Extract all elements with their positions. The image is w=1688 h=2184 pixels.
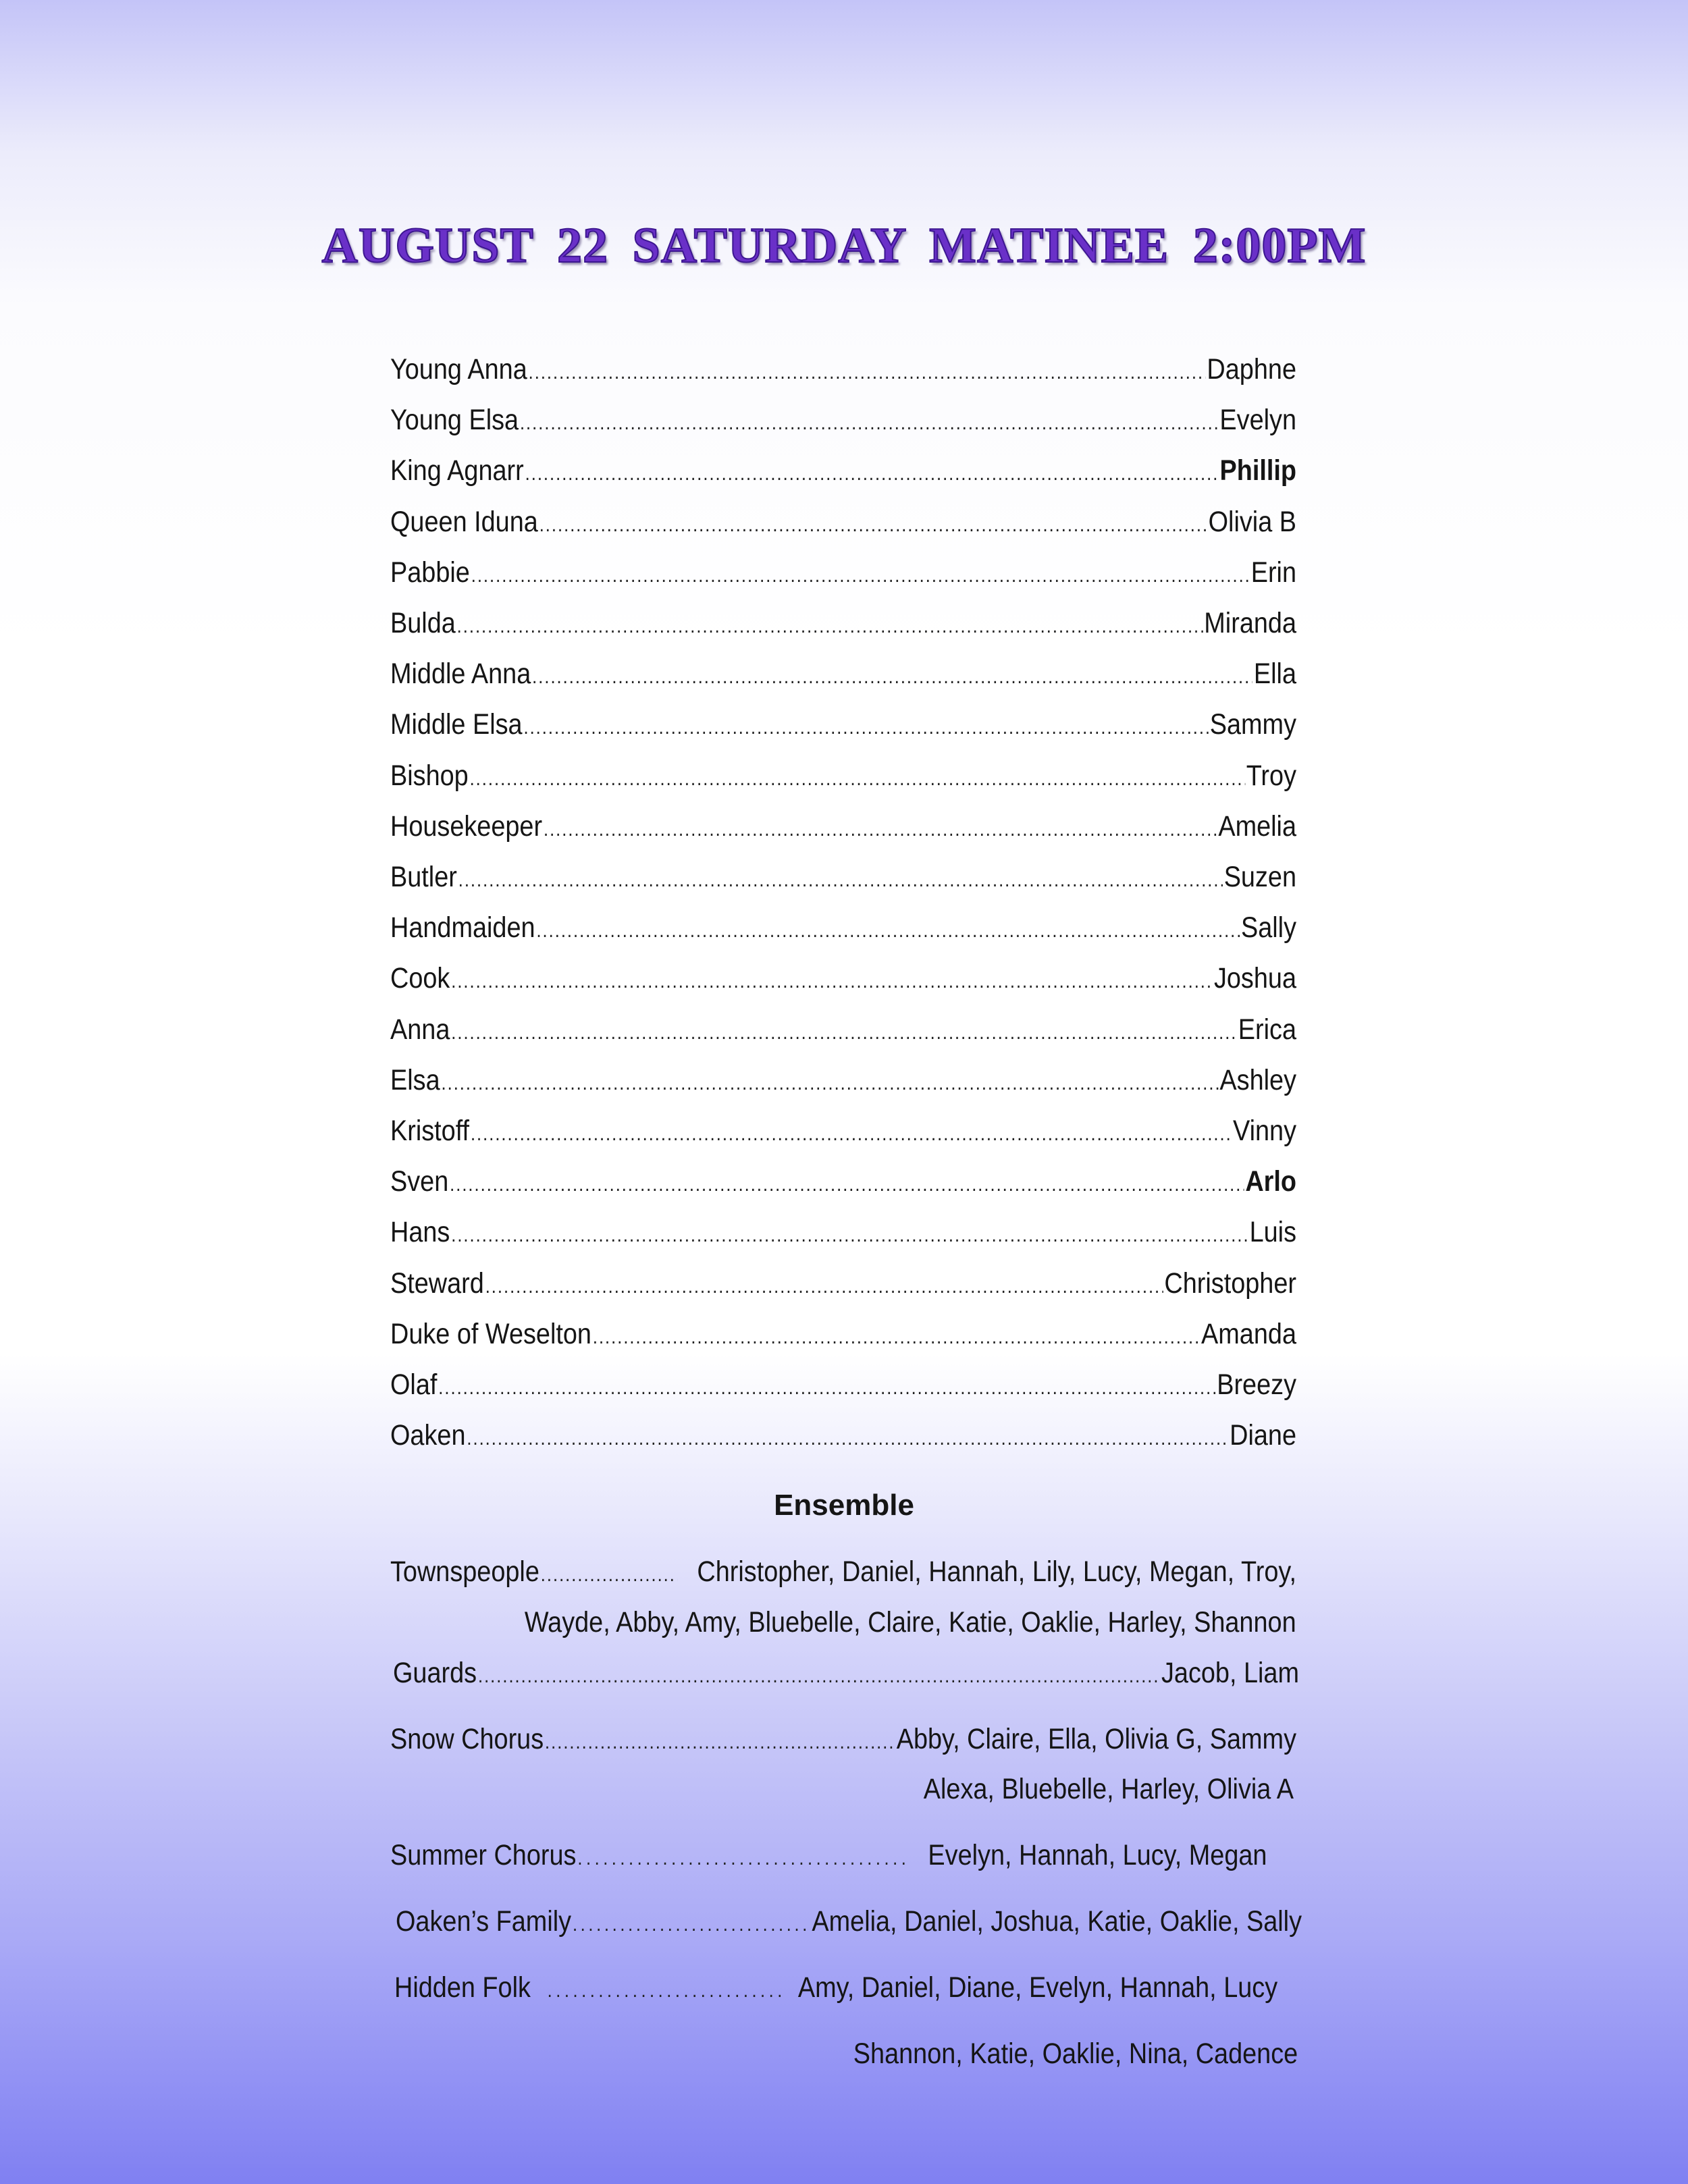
leader-dots	[573, 1905, 811, 1945]
cast-role: Handmaiden	[390, 911, 535, 944]
leader-dots	[438, 1368, 1215, 1408]
cast-role: Housekeeper	[390, 809, 543, 843]
cast-role: Steward	[390, 1267, 484, 1300]
cast-role: Young Anna	[390, 353, 527, 385]
cast-actor: Amelia	[1218, 809, 1296, 843]
cast-row	[390, 857, 1296, 897]
cast-role: Queen Iduna	[390, 505, 538, 538]
leader-dots	[525, 454, 1218, 494]
ensemble-names-continued: Wayde, Abby, Amy, Bluebelle, Claire, Katie, Oaklie, Harley, Shannon	[525, 1606, 1296, 1639]
cast-row	[390, 958, 1296, 998]
ensemble-row-townspeople	[390, 1551, 1296, 1592]
leader-dots	[457, 606, 1203, 647]
leader-dots	[469, 759, 1244, 799]
cast-actor: Troy	[1246, 759, 1296, 792]
ensemble-names: Amy, Daniel, Diane, Evelyn, Hannah, Lucy	[797, 1971, 1278, 2004]
cast-role: Olaf	[390, 1368, 438, 1401]
ensemble-names: Evelyn, Hannah, Lucy, Megan	[928, 1839, 1267, 1871]
cast-actor: Sally	[1240, 911, 1296, 944]
cast-row	[390, 603, 1296, 643]
ensemble-heading: Ensemble	[774, 1489, 914, 1522]
cast-actor: Christopher	[1164, 1267, 1296, 1300]
ensemble-role: Oaken’s Family	[396, 1905, 572, 1938]
cast-role: Butler	[390, 861, 457, 893]
cast-row	[390, 1161, 1296, 1202]
leader-dots	[471, 556, 1250, 596]
ensemble-names-continued: Shannon, Katie, Oaklie, Nina, Cadence	[853, 2037, 1298, 2070]
ensemble-role: Townspeople	[390, 1555, 539, 1588]
ensemble-row-summer-chorus	[390, 1835, 1296, 1875]
cast-row	[390, 1415, 1296, 1456]
cast-role: King Agnarr	[390, 454, 524, 487]
ensemble-names: Abby, Claire, Ella, Olivia G, Sammy	[896, 1723, 1296, 1755]
leader-dots	[485, 1267, 1163, 1307]
cast-row	[390, 552, 1296, 593]
cast-row	[390, 400, 1296, 440]
cast-actor: Ashley	[1219, 1063, 1296, 1096]
cast-actor: Phillip	[1219, 454, 1296, 487]
leader-dots	[450, 1165, 1244, 1205]
cast-role: Young Elsa	[390, 404, 519, 437]
leader-dots	[544, 809, 1217, 850]
ensemble-role: Snow Chorus	[390, 1723, 544, 1755]
ensemble-row-hidden-folk	[394, 1967, 1300, 2008]
cast-actor: Vinny	[1233, 1115, 1296, 1147]
ensemble-names: Christopher, Daniel, Hannah, Lily, Lucy, Megan, Troy,	[697, 1555, 1296, 1588]
cast-row	[390, 1111, 1296, 1151]
leader-dots	[451, 1013, 1237, 1053]
ensemble-row-guards	[393, 1653, 1299, 1693]
ensemble-row-oakens-family	[396, 1901, 1302, 1942]
cast-row	[390, 704, 1296, 745]
cast-role: Anna	[390, 1013, 450, 1046]
cast-actor: Erica	[1238, 1013, 1296, 1046]
cast-row	[390, 806, 1296, 847]
leader-dots	[536, 911, 1240, 951]
ensemble-names: Amelia, Daniel, Joshua, Katie, Oaklie, Sally	[812, 1905, 1302, 1938]
ensemble-role: Hidden Folk	[394, 1971, 531, 2004]
leader-dots	[467, 1418, 1228, 1459]
cast-row	[390, 1009, 1296, 1050]
cast-actor: Daphne	[1207, 353, 1296, 385]
leader-dots	[529, 352, 1206, 393]
cast-actor: Suzen	[1223, 861, 1296, 893]
cast-row	[390, 755, 1296, 796]
leader-dots	[523, 708, 1209, 748]
leader-dots	[532, 657, 1252, 697]
cast-row	[390, 502, 1296, 542]
cast-actor: Arlo	[1245, 1165, 1296, 1198]
cast-role: Sven	[390, 1165, 449, 1198]
leader-dots	[548, 1971, 785, 2011]
cast-row	[390, 907, 1296, 948]
cast-actor: Olivia B	[1208, 505, 1296, 538]
leader-dots	[441, 1063, 1218, 1104]
cast-row	[390, 450, 1296, 491]
cast-actor: Joshua	[1213, 962, 1296, 995]
cast-row	[390, 1263, 1296, 1304]
leader-dots	[471, 1114, 1232, 1154]
ensemble-role: Guards	[393, 1657, 477, 1689]
leader-dots	[520, 403, 1219, 444]
cast-actor: Sammy	[1209, 708, 1296, 741]
cast-actor: Luis	[1249, 1216, 1296, 1249]
cast-row	[390, 1212, 1296, 1252]
cast-role: Middle Elsa	[390, 708, 523, 741]
cast-row	[390, 349, 1296, 390]
cast-role: Kristoff	[390, 1115, 470, 1147]
cast-role: Pabbie	[390, 556, 470, 589]
leader-dots	[478, 1656, 1160, 1697]
cast-actor: Miranda	[1204, 607, 1296, 639]
cast-actor: Erin	[1250, 556, 1296, 589]
leader-dots	[593, 1317, 1201, 1358]
cast-role: Duke of Weselton	[390, 1317, 591, 1350]
cast-role: Middle Anna	[390, 658, 531, 691]
ensemble-role: Summer Chorus	[390, 1839, 577, 1871]
cast-actor: Ella	[1253, 658, 1296, 691]
leader-dots	[451, 961, 1213, 1002]
cast-row	[390, 1060, 1296, 1100]
cast-role: Cook	[390, 962, 450, 995]
cast-actor: Evelyn	[1219, 404, 1296, 437]
ensemble-names-continued: Alexa, Bluebelle, Harley, Olivia A	[923, 1773, 1294, 1805]
cast-row	[390, 1364, 1296, 1405]
leader-dots	[541, 1555, 677, 1595]
cast-role: Oaken	[390, 1419, 466, 1452]
cast-role: Hans	[390, 1216, 450, 1249]
cast-role: Bishop	[390, 759, 469, 792]
cast-actor: Breezy	[1217, 1368, 1296, 1401]
leader-dots	[451, 1215, 1248, 1256]
page-title: AUGUST 22 SATURDAY MATINEE 2:00PM	[321, 218, 1367, 273]
cast-role: Bulda	[390, 607, 456, 639]
leader-dots	[458, 860, 1223, 901]
leader-dots	[577, 1838, 910, 1879]
ensemble-names: Jacob, Liam	[1161, 1657, 1299, 1689]
cast-row	[390, 654, 1296, 694]
leader-dots	[539, 505, 1207, 545]
cast-row	[390, 1314, 1296, 1354]
cast-role: Elsa	[390, 1063, 440, 1096]
cast-actor: Diane	[1230, 1419, 1296, 1452]
cast-actor: Amanda	[1201, 1317, 1296, 1350]
leader-dots	[545, 1722, 895, 1763]
ensemble-row-snow-chorus	[390, 1719, 1296, 1759]
